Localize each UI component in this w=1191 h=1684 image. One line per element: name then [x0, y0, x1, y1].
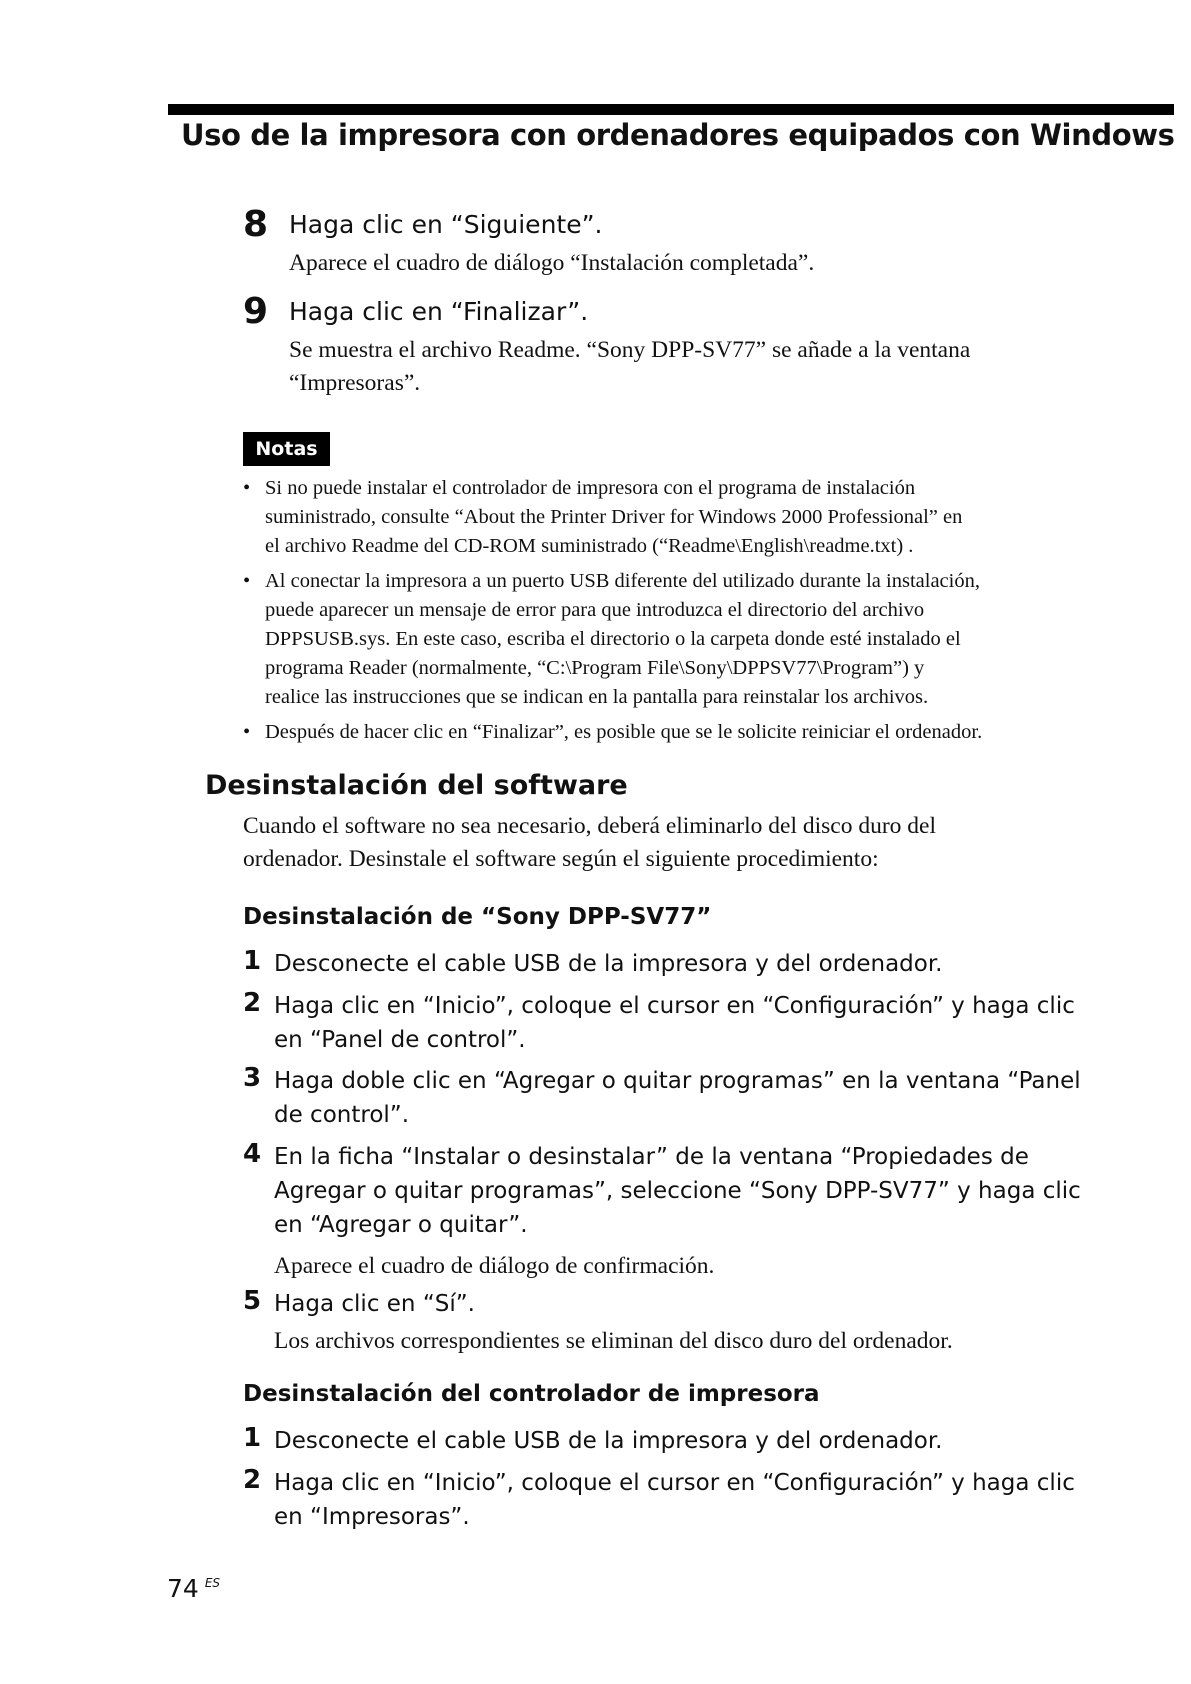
note-item [243, 718, 1103, 747]
step-number: 8 [243, 204, 269, 245]
step-line: de control”. [274, 1102, 410, 1128]
step-detail-line: Se muestra el archivo Readme. “Sony DPP-SV77” se añade a la ventana [289, 337, 971, 363]
step-line: Desconecte el cable USB de la impresora y del ordenador. [274, 1428, 943, 1454]
subsection-heading-driver: Desinstalación del controlador de impresora [243, 1381, 820, 1407]
step-text: Haga clic en “Finalizar”. [289, 297, 589, 326]
subsection-heading-sony: Desinstalación de “Sony DPP-SV77” [243, 904, 712, 930]
note-item [243, 474, 1103, 561]
note-line: Al conectar la impresora a un puerto USB diferente del utilizado durante la instalación, [265, 570, 980, 592]
step-text [274, 947, 943, 981]
page-number: 74 [167, 1574, 199, 1603]
step-line: en “Panel de control”. [274, 1027, 526, 1053]
step-line: Haga clic en “Inicio”, coloque el cursor en “Configuración” y haga clic [274, 993, 1075, 1019]
step-detail-line: “Impresoras”. [289, 370, 421, 396]
step-number: 1 [243, 946, 262, 976]
section-heading: Desinstalación del software [205, 770, 628, 801]
note-line: puede aparecer un mensaje de error para que introduzca el directorio del archivo [265, 599, 925, 621]
note-line: el archivo Readme del CD-ROM suministrado (“Readme\English\readme.txt) . [265, 535, 914, 557]
step-number: 4 [243, 1139, 262, 1169]
section-intro [243, 810, 936, 876]
step-text [274, 1140, 1081, 1242]
note-line: suministrado, consulte “About the Printer Driver for Windows 2000 Professional” en [265, 506, 963, 528]
step-detail [289, 334, 970, 400]
note-line: programa Reader (normalmente, “C:\Program File\Sony\DPPSV77\Program”) y [265, 657, 925, 679]
step-detail: Los archivos correspondientes se eliminan del disco duro del ordenador. [274, 1328, 953, 1354]
notes-label: Notas [243, 432, 330, 466]
step-text [274, 1466, 1075, 1534]
intro-line: ordenador. Desinstale el software según el siguiente procedimiento: [243, 846, 879, 872]
step-detail: Aparece el cuadro de diálogo de confirmación. [274, 1253, 715, 1279]
step-text [274, 1064, 1081, 1132]
page-title: Uso de la impresora con ordenadores equipados con Windows [181, 118, 1175, 152]
step-line: Desconecte el cable USB de la impresora y del ordenador. [274, 951, 943, 977]
step-line: En la ficha “Instalar o desinstalar” de la ventana “Propiedades de [274, 1144, 1029, 1170]
note-line: Si no puede instalar el controlador de impresora con el programa de instalación [265, 477, 916, 499]
note-line: Después de hacer clic en “Finalizar”, es posible que se le solicite reiniciar el ordenador. [265, 721, 983, 743]
language-code: ES [204, 1576, 221, 1590]
step-detail: Aparece el cuadro de diálogo “Instalación completada”. [289, 250, 815, 276]
step-number: 1 [243, 1423, 262, 1453]
step-line: Haga clic en “Inicio”, coloque el cursor en “Configuración” y haga clic [274, 1470, 1075, 1496]
bullet: • [243, 721, 251, 743]
step-line: Haga doble clic en “Agregar o quitar programas” en la ventana “Panel [274, 1068, 1081, 1094]
notes-list [243, 474, 1103, 753]
step-text [274, 1287, 475, 1321]
bullet: • [243, 477, 251, 499]
bullet: • [243, 570, 251, 592]
note-item [243, 567, 1103, 712]
step-number: 2 [243, 988, 262, 1018]
step-number: 9 [243, 291, 269, 332]
step-number: 5 [243, 1286, 262, 1316]
step-number: 2 [243, 1465, 262, 1495]
step-text [274, 989, 1075, 1057]
step-line: en “Impresoras”. [274, 1504, 470, 1530]
intro-line: Cuando el software no sea necesario, deberá eliminarlo del disco duro del [243, 813, 936, 839]
step-number: 3 [243, 1063, 262, 1093]
step-text: Haga clic en “Siguiente”. [289, 210, 603, 239]
note-line: realice las instrucciones que se indican en la pantalla para reinstalar los archivos. [265, 686, 929, 708]
step-text [274, 1424, 943, 1458]
step-line: en “Agregar o quitar”. [274, 1212, 528, 1238]
page-footer [167, 1574, 220, 1603]
step-line: Haga clic en “Sí”. [274, 1291, 475, 1317]
step-line: Agregar o quitar programas”, seleccione “Sony DPP-SV77” y haga clic [274, 1178, 1081, 1204]
title-rule [168, 104, 1174, 115]
note-line: DPPSUSB.sys. En este caso, escriba el directorio o la carpeta donde esté instalado el [265, 628, 961, 650]
